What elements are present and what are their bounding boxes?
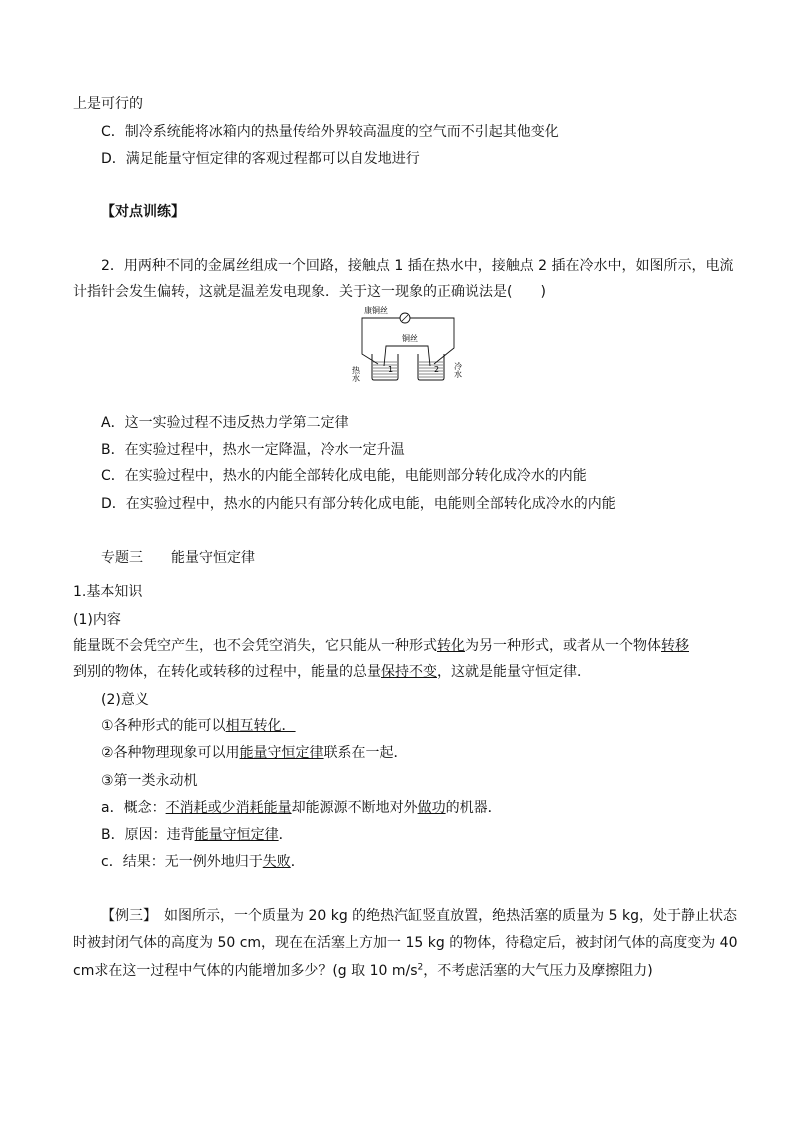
copper-label: 铜丝 [402,334,418,343]
thermocouple-figure [348,304,478,382]
junction-1-label: 1 [388,365,394,374]
constantan-label: 康铜丝 [364,306,388,315]
content-line-2: 到别的物体，在转化或转移的过程中，能量的总量保持不变，这就是能量守恒定律． [73,664,591,680]
junction-2-label: 2 [434,365,440,374]
option-b: B．在实验过程中，热水一定降温，冷水一定升温 [101,442,405,458]
content-heading: (1)内容 [73,612,121,628]
hot-water-label: 热水 [351,366,361,382]
example-line-3: cm求在这一过程中气体的内能增加多少？(g 取 10 $m/s^2$，不考虑活塞的大气压力及摩擦阻力) [73,962,653,979]
concept-line: a．概念：不消耗或少消耗能量却能源源不断地对外做功的机器． [101,800,502,816]
option-c: C．制冷系统能将冰箱内的热量传给外界较高温度的空气而不引起其他变化 [101,124,559,140]
topic-title: 专题三 能量守恒定律 [101,550,255,566]
example-line-2: 时被封闭气体的高度为 50 cm，现在在活塞上方加一 15 kg 的物体，待稳定后，被封闭气体的高度变为 40 [73,935,738,951]
example-line-1: 【例三】 如图所示，一个质量为 20 kg 的绝热汽缸竖直放置，绝热活塞的质量为 5 kg，处于静止状态 [101,908,737,924]
question-line-2: 计指针会发生偏转，这就是温差发电现象．关于这一现象的正确说法是( ) [73,284,546,300]
meaning-item-2: ②各种物理现象可以用能量守恒定律联系在一起． [101,745,408,761]
text-line: 上是可行的 [73,96,143,112]
reason-line: B．原因：违背能量守恒定律． [101,827,293,843]
result-line: c．结果：无一例外地归于失败． [101,854,305,870]
meaning-item-3: ③第一类永动机 [101,773,198,789]
meaning-heading: (2)意义 [101,692,149,708]
question-line-1: 2．用两种不同的金属丝组成一个回路，接触点 1 插在热水中，接触点 2 插在冷水中，如图所示，电流 [101,258,734,274]
meaning-item-1: ①各种形式的能可以相互转化． [101,718,296,734]
content-line-1: 能量既不会凭空产生，也不会凭空消失，它只能从一种形式转化为另一种形式，或者从一个物体转移 [73,638,689,654]
basic-knowledge-heading: 1.基本知识 [73,584,143,600]
option-c: C．在实验过程中，热水的内能全部转化成电能，电能则部分转化成冷水的内能 [101,468,587,484]
cold-water-label: 冷水 [453,362,463,378]
practice-heading: 【对点训练】 [101,204,185,220]
option-a: A．这一实验过程不违反热力学第二定律 [101,415,349,431]
option-d: D．满足能量守恒定律的客观过程都可以自发地进行 [101,151,420,167]
option-d: D．在实验过程中，热水的内能只有部分转化成电能，电能则全部转化成冷水的内能 [101,496,616,512]
